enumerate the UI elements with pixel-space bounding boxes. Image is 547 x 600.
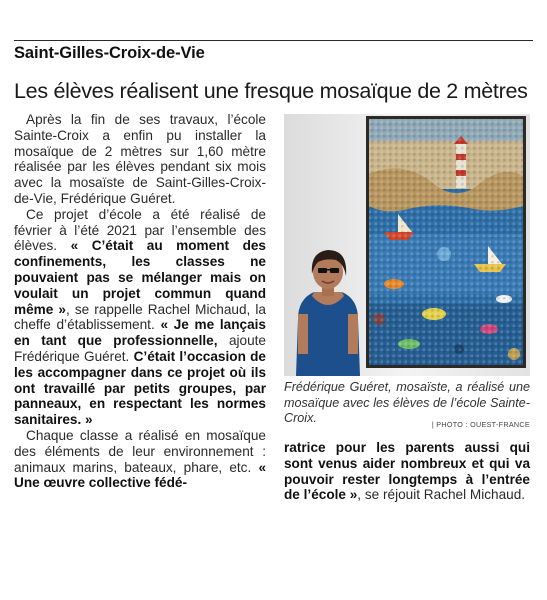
kicker-location: Saint-Gilles-Croix-de-Vie bbox=[14, 44, 205, 62]
body-text: Ce projet d’école a été réalisé de février à l’été 2021 par l’ensemble des élèves. bbox=[14, 206, 266, 254]
quote-text: « C’était au moment des confinements, les classes ne pouvaient pas se mélanger mais on voulait un projet commun quand même » bbox=[14, 238, 266, 317]
body-text: Chaque classe a réalisé en mosaïque des éléments de leur environnement : animaux marins, bateaux, phare, etc. bbox=[14, 427, 266, 475]
paragraph bbox=[14, 428, 266, 491]
paragraph bbox=[14, 207, 266, 428]
body-text: Après la fin de ses travaux, l’école Sainte-Croix a enfin pu installer la mosaïque de 2 mètres sur 1,60 mètre réalisée par les élèves pendant six mois avec la mosaïste de Saint-Gilles-Croix-de-Vie, Frédérique Guéret. bbox=[14, 112, 266, 206]
quote-text: « Je me lançais en tant que professionnelle, bbox=[14, 317, 266, 349]
mosaic-fresco bbox=[366, 116, 526, 368]
top-rule bbox=[14, 40, 533, 41]
quote-text: C’était l’occasion de les accompagner dans ce projet où ils ont travaillé par petits groupes, par panneaux, en respectant les normes sanitaires. » bbox=[14, 348, 266, 428]
left-column bbox=[14, 112, 266, 491]
right-column bbox=[284, 440, 530, 503]
paragraph bbox=[284, 440, 530, 503]
body-text: , se rappelle Rachel Michaud, la cheffe d’établissement. bbox=[14, 301, 266, 333]
photo bbox=[284, 114, 530, 376]
quote-text: « Une œuvre collective fédé- bbox=[14, 459, 266, 491]
body-text: , se réjouit Rachel Michaud. bbox=[357, 487, 526, 503]
photo-credit: | PHOTO : OUEST-FRANCE bbox=[431, 420, 530, 429]
paragraph bbox=[14, 112, 266, 207]
caption-text: Frédérique Guéret, mosaïste, a réalisé une mosaïque avec les élèves de l’école Sainte-Croix. bbox=[284, 380, 530, 426]
headline: Les élèves réalisent une fresque mosaïque de 2 mètres bbox=[14, 79, 528, 103]
quote-text: ratrice pour les parents aussi qui sont venus aider nombreux et qui va pouvoir rester longtemps à l’entrée de l’école » bbox=[284, 440, 530, 503]
body-text: ajoute Frédérique Guéret. bbox=[14, 333, 266, 364]
